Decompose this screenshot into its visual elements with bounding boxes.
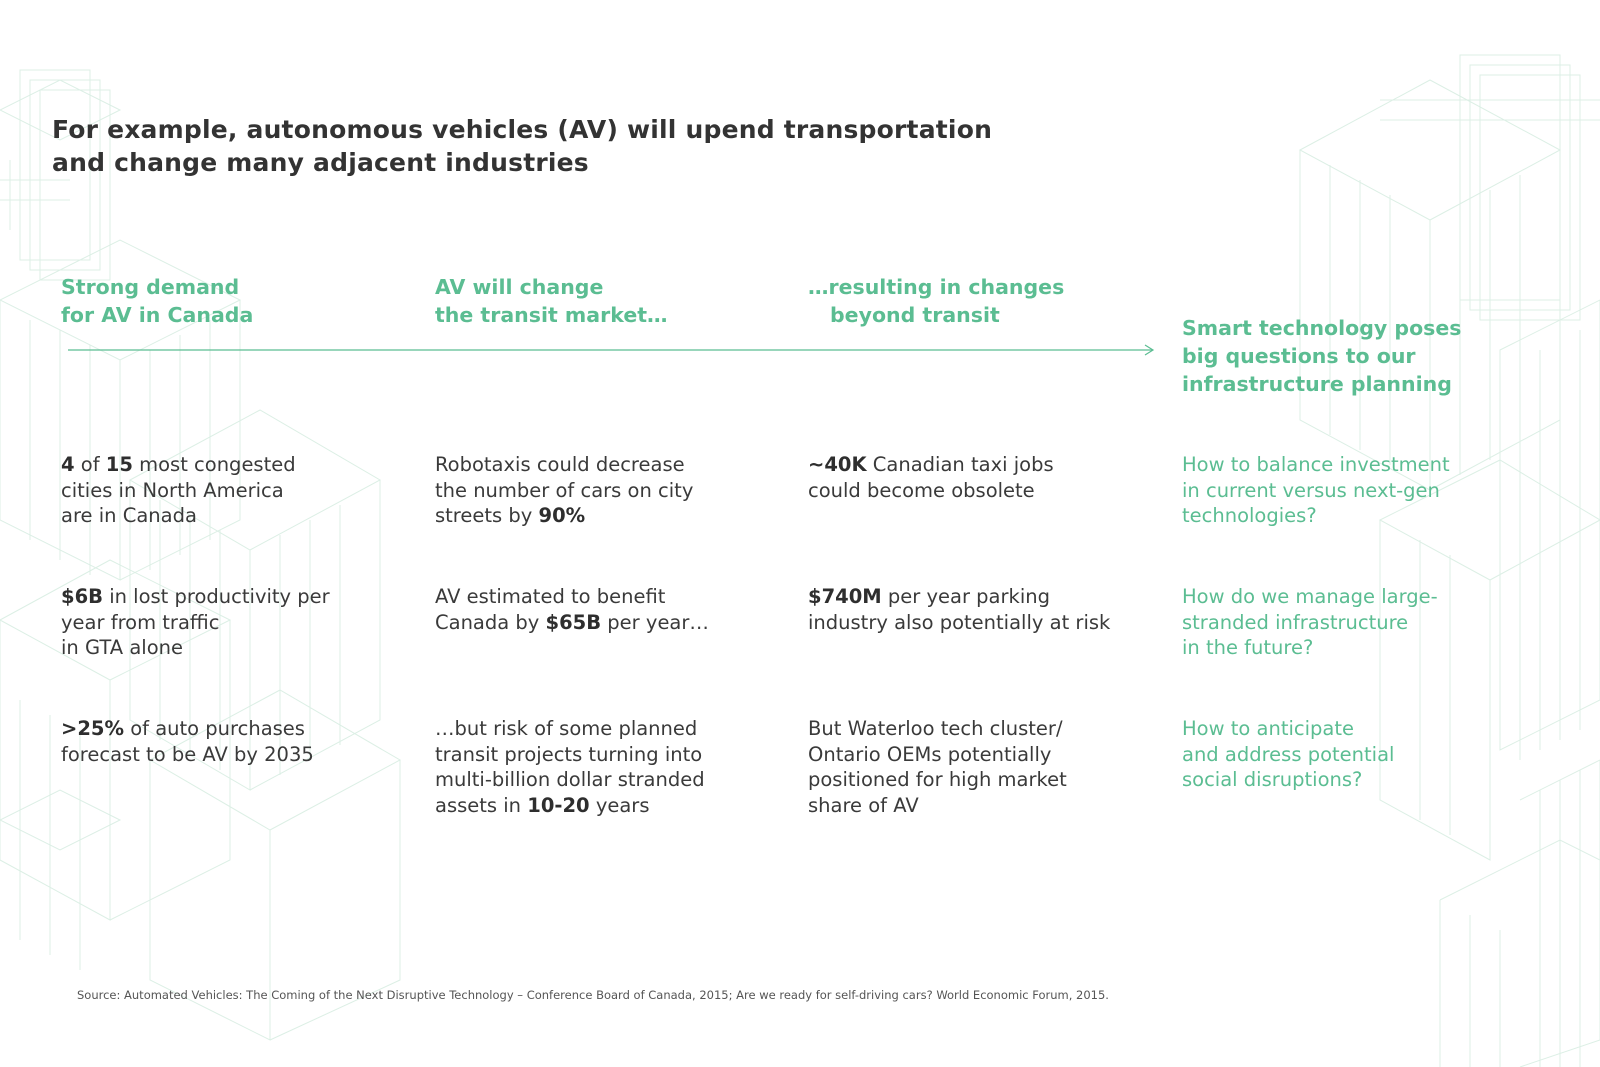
column-heading-transit [435,273,668,329]
fact-highlight: $740M [808,585,882,608]
fact-congested-cities [61,452,296,529]
fact-line [61,584,330,610]
fact-stranded-assets [435,716,705,818]
column-heading-beyond-transit [808,273,1064,329]
fact-text: in lost productivity per [103,585,330,608]
fact-line [61,452,296,478]
fact-highlight: 10-20 [527,793,590,817]
fact-line: forecast to be AV by 2035 [61,742,314,766]
fact-line: year from traffic [61,610,220,634]
question-line: stranded infrastructure [1182,610,1409,634]
question-line: How to balance investment [1182,453,1450,476]
fact-line: could become obsolete [808,478,1035,502]
fact-line: cities in North America [61,478,284,502]
question-balance-investment [1182,452,1450,529]
fact-line: in GTA alone [61,636,183,659]
heading-line: AV will change [435,275,604,299]
fact-highlight: ~40K [808,453,867,476]
fact-highlight: $65B [545,610,602,634]
heading-line: for AV in Canada [61,303,254,327]
question-line: technologies? [1182,504,1317,527]
title-line-1: For example, autonomous vehicles (AV) will upend transportation [52,115,993,144]
fact-line: But Waterloo tech cluster/ [808,717,1063,740]
heading-line: Strong demand [61,275,240,299]
question-line: and address potential [1182,742,1395,766]
fact-text: years [589,793,650,817]
fact-line: AV estimated to benefit [435,585,666,608]
fact-line [808,584,1110,610]
fact-highlight: 4 [61,453,75,476]
fact-line [435,503,693,529]
fact-line: industry also potentially at risk [808,610,1111,634]
fact-text: of [74,453,106,476]
fact-line: Robotaxis could decrease [435,453,685,476]
fact-parking-industry [808,584,1110,635]
final-heading [1182,314,1582,398]
fact-highlight: $6B [61,585,103,608]
fact-text: Canada by [435,610,546,634]
title-line-2: and change many adjacent industries [52,148,589,177]
fact-line: multi-billion dollar stranded [435,768,705,791]
question-line: How to anticipate [1182,717,1354,740]
heading-line: big questions to our [1182,344,1416,368]
question-line: in current versus next-gen [1182,478,1440,502]
question-line: social disruptions? [1182,768,1363,791]
fact-line: …but risk of some planned [435,717,698,740]
fact-text: most congested [132,453,296,476]
fact-text: assets in [435,793,528,817]
heading-line: Smart technology poses [1182,316,1462,340]
column-heading-demand [61,273,253,329]
fact-av-benefit [435,584,709,635]
question-line: How do we manage large- [1182,585,1438,608]
question-social-disruptions [1182,716,1394,793]
fact-lost-productivity [61,584,330,661]
fact-line: transit projects turning into [435,742,703,766]
fact-line: the number of cars on city [435,478,694,502]
fact-text: Canadian taxi jobs [866,453,1054,476]
fact-text: per year… [601,610,709,634]
fact-line: Ontario OEMs potentially [808,742,1052,766]
heading-line: beyond transit [830,303,1000,327]
fact-auto-purchases [61,716,314,767]
fact-text: streets by [435,504,539,527]
fact-line: positioned for high market [808,768,1067,791]
question-line: in the future? [1182,636,1314,659]
fact-highlight: 15 [105,453,133,476]
fact-robotaxis [435,452,693,529]
fact-line [61,716,314,742]
source-footnote: Source: Automated Vehicles: The Coming of the Next Disruptive Technology – Conference Board of Canada, 2015; Are we ready for self-driving cars? World Economic Forum, 2015. [77,988,1109,1002]
heading-line: …resulting in changes [808,275,1065,299]
fact-taxi-jobs [808,452,1054,503]
fact-line [435,610,709,636]
fact-line [808,452,1054,478]
fact-line [435,793,705,819]
question-stranded-infrastructure [1182,584,1438,661]
timeline-arrow [68,343,1156,357]
heading-line: the transit market… [435,303,668,327]
fact-line: are in Canada [61,504,197,527]
heading-line: infrastructure planning [1182,372,1452,396]
fact-text: per year parking [881,585,1050,608]
fact-highlight: >25% [61,717,125,740]
fact-text: of auto purchases [124,717,305,740]
fact-highlight: 90% [538,504,586,527]
fact-line: share of AV [808,793,919,817]
fact-waterloo-cluster [808,716,1067,818]
page-title [52,113,1012,179]
